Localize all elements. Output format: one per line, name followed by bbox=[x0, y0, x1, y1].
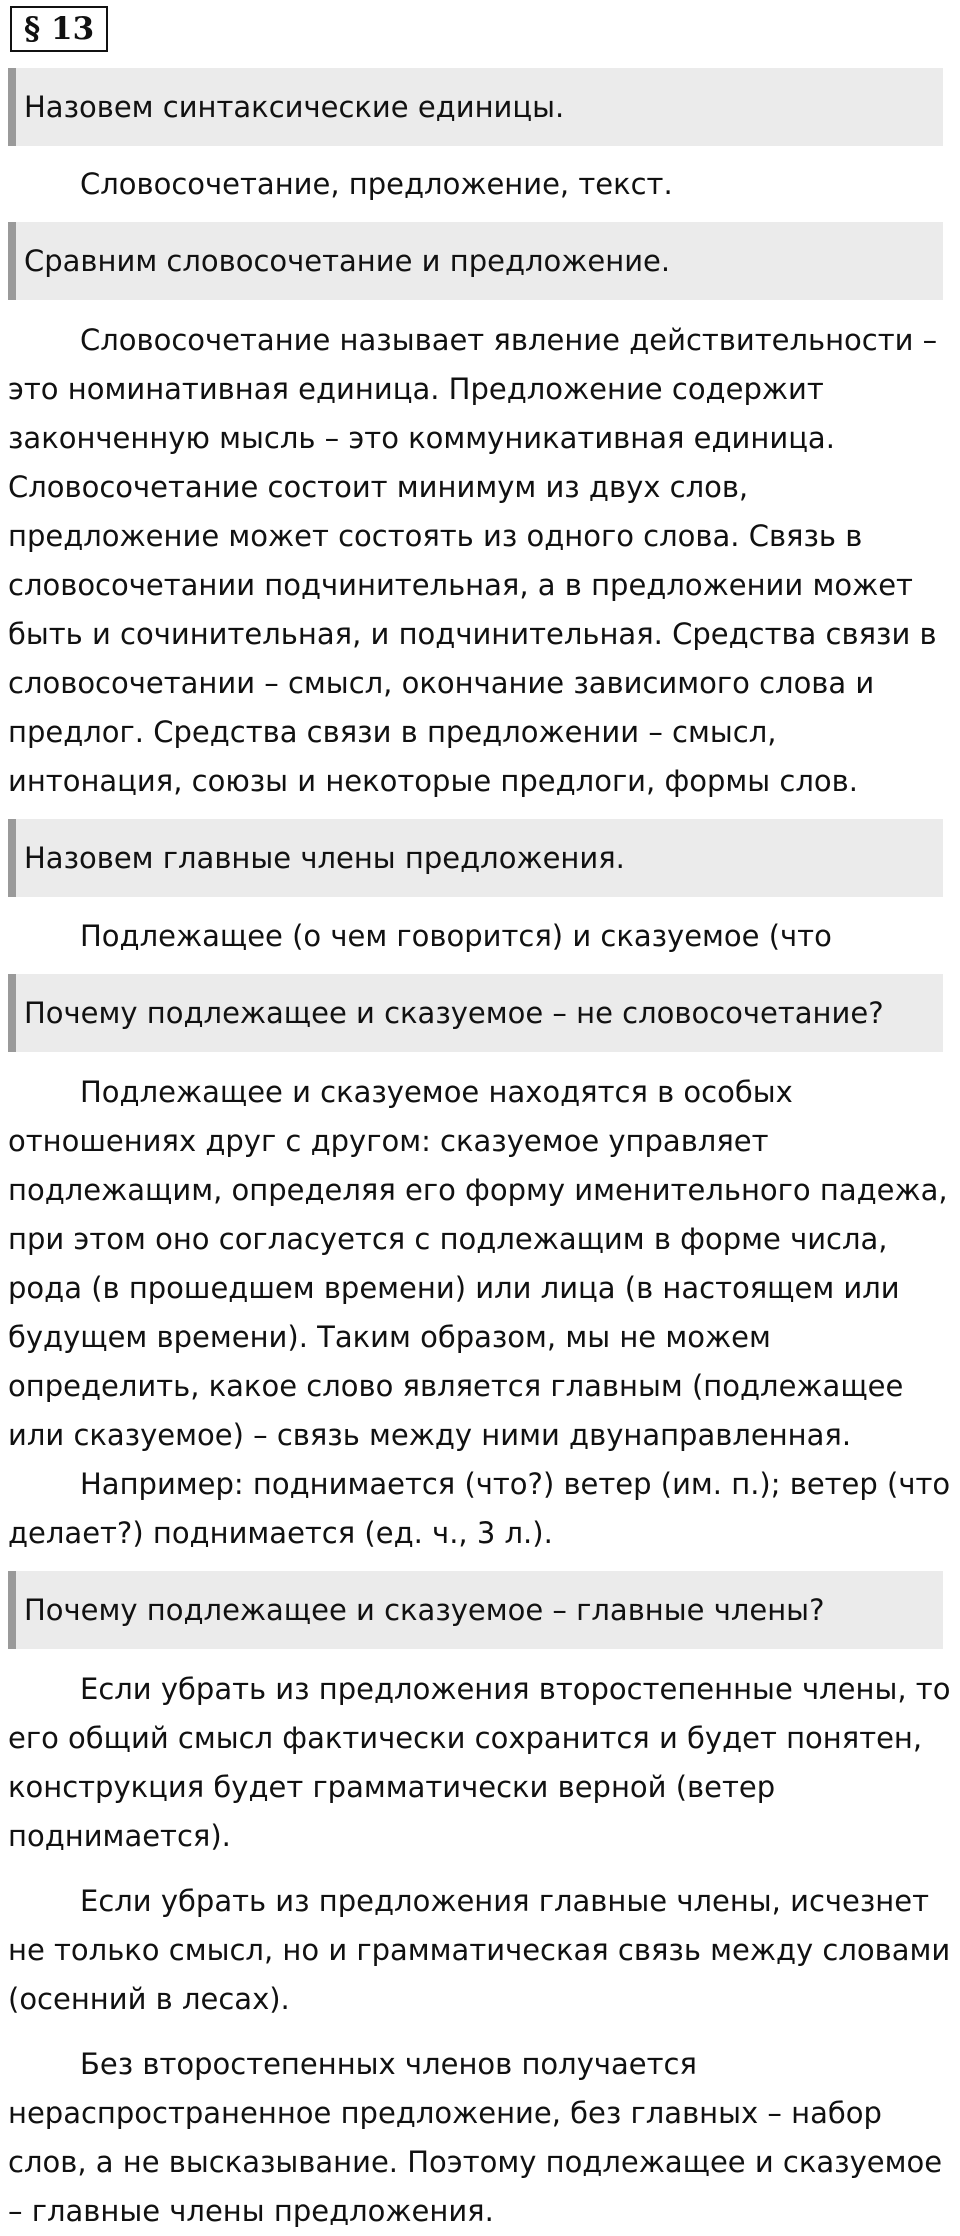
question-bar-2 bbox=[8, 222, 943, 300]
text-line: Если убрать из предложения второстепенные члены, то bbox=[80, 1672, 951, 1706]
text-line: быть и сочинительная, и подчинительная. Средства связи в bbox=[8, 617, 937, 651]
text-line: конструкция будет грамматически верной (ветер bbox=[8, 1770, 776, 1804]
text-line: не только смысл, но и грамматическая связь между словами bbox=[8, 1933, 951, 1967]
answer-paragraph-5b bbox=[8, 1877, 953, 2024]
answer-paragraph-4 bbox=[8, 1068, 953, 1558]
question-bar-3 bbox=[8, 819, 943, 897]
text-line: это номинативная единица. Предложение содержит bbox=[8, 372, 824, 406]
text-line: Подлежащее (о чем говорится) и сказуемое (что bbox=[80, 919, 832, 953]
answer-paragraph-2 bbox=[8, 316, 953, 806]
text-line: предложение может состоять из одного слова. Связь в bbox=[8, 519, 863, 553]
text-line: поднимается). bbox=[8, 1819, 231, 1853]
answer-paragraph-3 bbox=[8, 912, 953, 961]
text-line: или сказуемое) – связь между ними двунаправленная. bbox=[8, 1418, 852, 1452]
text-line: Без второстепенных членов получается bbox=[80, 2047, 697, 2081]
text-line: (осенний в лесах). bbox=[8, 1982, 290, 2016]
section-number: § 13 bbox=[10, 6, 108, 52]
text-line: Словосочетание состоит минимум из двух слов, bbox=[8, 470, 749, 504]
question-text-3: Назовем главные члены предложения. bbox=[24, 841, 625, 875]
question-bar-5 bbox=[8, 1571, 943, 1649]
text-line: его общий смысл фактически сохранится и будет понятен, bbox=[8, 1721, 923, 1755]
text-line: будущем времени). Таким образом, мы не можем bbox=[8, 1320, 771, 1354]
text-line: подлежащим, определяя его форму именительного падежа, bbox=[8, 1173, 948, 1207]
text-line: Например: поднимается (что?) ветер (им. п.); ветер (что bbox=[80, 1467, 951, 1501]
text-line: Словосочетание называет явление действительности – bbox=[80, 323, 938, 357]
text-line: делает?) поднимается (ед. ч., 3 л.). bbox=[8, 1516, 553, 1550]
text-line: нераспространенное предложение, без главных – набор bbox=[8, 2096, 882, 2130]
text-line: – главные члены предложения. bbox=[8, 2194, 494, 2228]
text-line: Подлежащее и сказуемое находятся в особых bbox=[80, 1075, 793, 1109]
text-line: Словосочетание, предложение, текст. bbox=[80, 167, 673, 201]
text-line: слов, а не высказывание. Поэтому подлежащее и сказуемое bbox=[8, 2145, 943, 2179]
text-line: словосочетании подчинительная, а в предложении может bbox=[8, 568, 913, 602]
question-text-2: Сравним словосочетание и предложение. bbox=[24, 244, 671, 278]
text-line: предлог. Средства связи в предложении – смысл, bbox=[8, 715, 777, 749]
question-text-4: Почему подлежащее и сказуемое – не словосочетание? bbox=[24, 996, 884, 1030]
question-bar-1 bbox=[8, 68, 943, 146]
text-line: рода (в прошедшем времени) или лица (в настоящем или bbox=[8, 1271, 900, 1305]
text-line: отношениях друг с другом: сказуемое управляет bbox=[8, 1124, 769, 1158]
answer-paragraph-5c bbox=[8, 2040, 953, 2236]
question-text-1: Назовем синтаксические единицы. bbox=[24, 90, 565, 124]
text-line: определить, какое слово является главным (подлежащее bbox=[8, 1369, 904, 1403]
text-line: при этом оно согласуется с подлежащим в форме числа, bbox=[8, 1222, 888, 1256]
answer-paragraph-5a bbox=[8, 1665, 953, 1861]
text-line: Если убрать из предложения главные члены, исчезнет bbox=[80, 1884, 930, 1918]
question-bar-4 bbox=[8, 974, 943, 1052]
question-text-5: Почему подлежащее и сказуемое – главные члены? bbox=[24, 1593, 825, 1627]
text-line: законченную мысль – это коммуникативная единица. bbox=[8, 421, 835, 455]
text-line: интонация, союзы и некоторые предлоги, формы слов. bbox=[8, 764, 858, 798]
text-line: словосочетании – смысл, окончание зависимого слова и bbox=[8, 666, 875, 700]
answer-paragraph-1 bbox=[8, 160, 953, 209]
